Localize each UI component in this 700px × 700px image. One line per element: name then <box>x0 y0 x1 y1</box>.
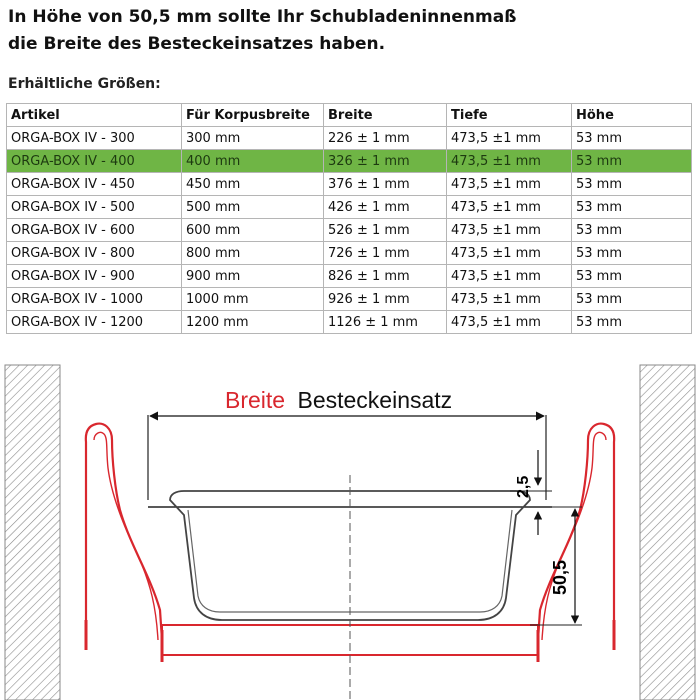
cell-korpusbreite: 900 mm <box>182 265 324 288</box>
cell-hoehe: 53 mm <box>572 311 692 334</box>
table-header-row <box>7 104 692 127</box>
right-wall <box>640 365 695 700</box>
header-hoehe: Höhe <box>572 104 692 127</box>
cell-breite: 826 ± 1 mm <box>324 265 447 288</box>
table-row <box>7 288 692 311</box>
cell-tiefe: 473,5 ±1 mm <box>447 311 572 334</box>
header-tiefe: Tiefe <box>447 104 572 127</box>
cell-hoehe: 53 mm <box>572 173 692 196</box>
table-row <box>7 196 692 219</box>
cell-tiefe: 473,5 ±1 mm <box>447 265 572 288</box>
cell-tiefe: 473,5 ±1 mm <box>447 127 572 150</box>
cell-korpusbreite: 450 mm <box>182 173 324 196</box>
cell-hoehe: 53 mm <box>572 196 692 219</box>
cell-breite: 426 ± 1 mm <box>324 196 447 219</box>
header-breite: Breite <box>324 104 447 127</box>
right-drawer-side <box>538 424 614 650</box>
table-row <box>7 127 692 150</box>
cell-korpusbreite: 400 mm <box>182 150 324 173</box>
table-row <box>7 265 692 288</box>
cell-artikel: ORGA-BOX IV - 500 <box>7 196 182 219</box>
headline-line-2: die Breite des Besteckeinsatzes haben. <box>8 34 386 54</box>
table-row <box>7 242 692 265</box>
table-row <box>7 150 692 173</box>
cell-breite: 726 ± 1 mm <box>324 242 447 265</box>
diagram-title-black: Besteckeinsatz <box>297 387 453 413</box>
cell-artikel: ORGA-BOX IV - 1000 <box>7 288 182 311</box>
dim-height-label: 50,5 <box>550 559 570 595</box>
cell-breite: 1126 ± 1 mm <box>324 311 447 334</box>
cell-hoehe: 53 mm <box>572 288 692 311</box>
cell-artikel: ORGA-BOX IV - 300 <box>7 127 182 150</box>
diagram-title-red: Breite <box>225 387 286 413</box>
cell-korpusbreite: 500 mm <box>182 196 324 219</box>
cell-tiefe: 473,5 ±1 mm <box>447 219 572 242</box>
cell-korpusbreite: 1000 mm <box>182 288 324 311</box>
cell-hoehe: 53 mm <box>572 150 692 173</box>
cell-tiefe: 473,5 ±1 mm <box>447 150 572 173</box>
cell-artikel: ORGA-BOX IV - 450 <box>7 173 182 196</box>
cell-hoehe: 53 mm <box>572 242 692 265</box>
table-row <box>7 311 692 334</box>
sizes-table <box>6 103 692 334</box>
right-drawer-side-inner <box>542 432 606 640</box>
cell-tiefe: 473,5 ±1 mm <box>447 173 572 196</box>
cell-artikel: ORGA-BOX IV - 900 <box>7 265 182 288</box>
header-artikel: Artikel <box>7 104 182 127</box>
cell-hoehe: 53 mm <box>572 265 692 288</box>
cell-breite: 926 ± 1 mm <box>324 288 447 311</box>
cell-artikel: ORGA-BOX IV - 1200 <box>7 311 182 334</box>
cell-korpusbreite: 800 mm <box>182 242 324 265</box>
cell-artikel: ORGA-BOX IV - 600 <box>7 219 182 242</box>
headline-line-1: In Höhe von 50,5 mm sollte Ihr Schubladeninnenmaß <box>8 7 517 27</box>
header-korpusbreite: Für Korpusbreite <box>182 104 324 127</box>
headline <box>8 4 516 58</box>
cell-artikel: ORGA-BOX IV - 400 <box>7 150 182 173</box>
cell-korpusbreite: 300 mm <box>182 127 324 150</box>
cell-tiefe: 473,5 ±1 mm <box>447 196 572 219</box>
left-wall <box>5 365 60 700</box>
cell-hoehe: 53 mm <box>572 127 692 150</box>
diagram-title <box>225 387 452 413</box>
dim-top-label: 2,5 <box>515 475 532 498</box>
cell-breite: 376 ± 1 mm <box>324 173 447 196</box>
cell-hoehe: 53 mm <box>572 219 692 242</box>
cell-tiefe: 473,5 ±1 mm <box>447 242 572 265</box>
dimension-diagram <box>0 350 700 700</box>
left-drawer-side <box>86 424 162 650</box>
sizes-title: Erhältliche Größen: <box>8 76 161 92</box>
table-row <box>7 219 692 242</box>
cell-tiefe: 473,5 ±1 mm <box>447 288 572 311</box>
cell-breite: 526 ± 1 mm <box>324 219 447 242</box>
table-row <box>7 173 692 196</box>
cell-korpusbreite: 600 mm <box>182 219 324 242</box>
cell-artikel: ORGA-BOX IV - 800 <box>7 242 182 265</box>
cell-breite: 326 ± 1 mm <box>324 150 447 173</box>
cell-breite: 226 ± 1 mm <box>324 127 447 150</box>
cell-korpusbreite: 1200 mm <box>182 311 324 334</box>
